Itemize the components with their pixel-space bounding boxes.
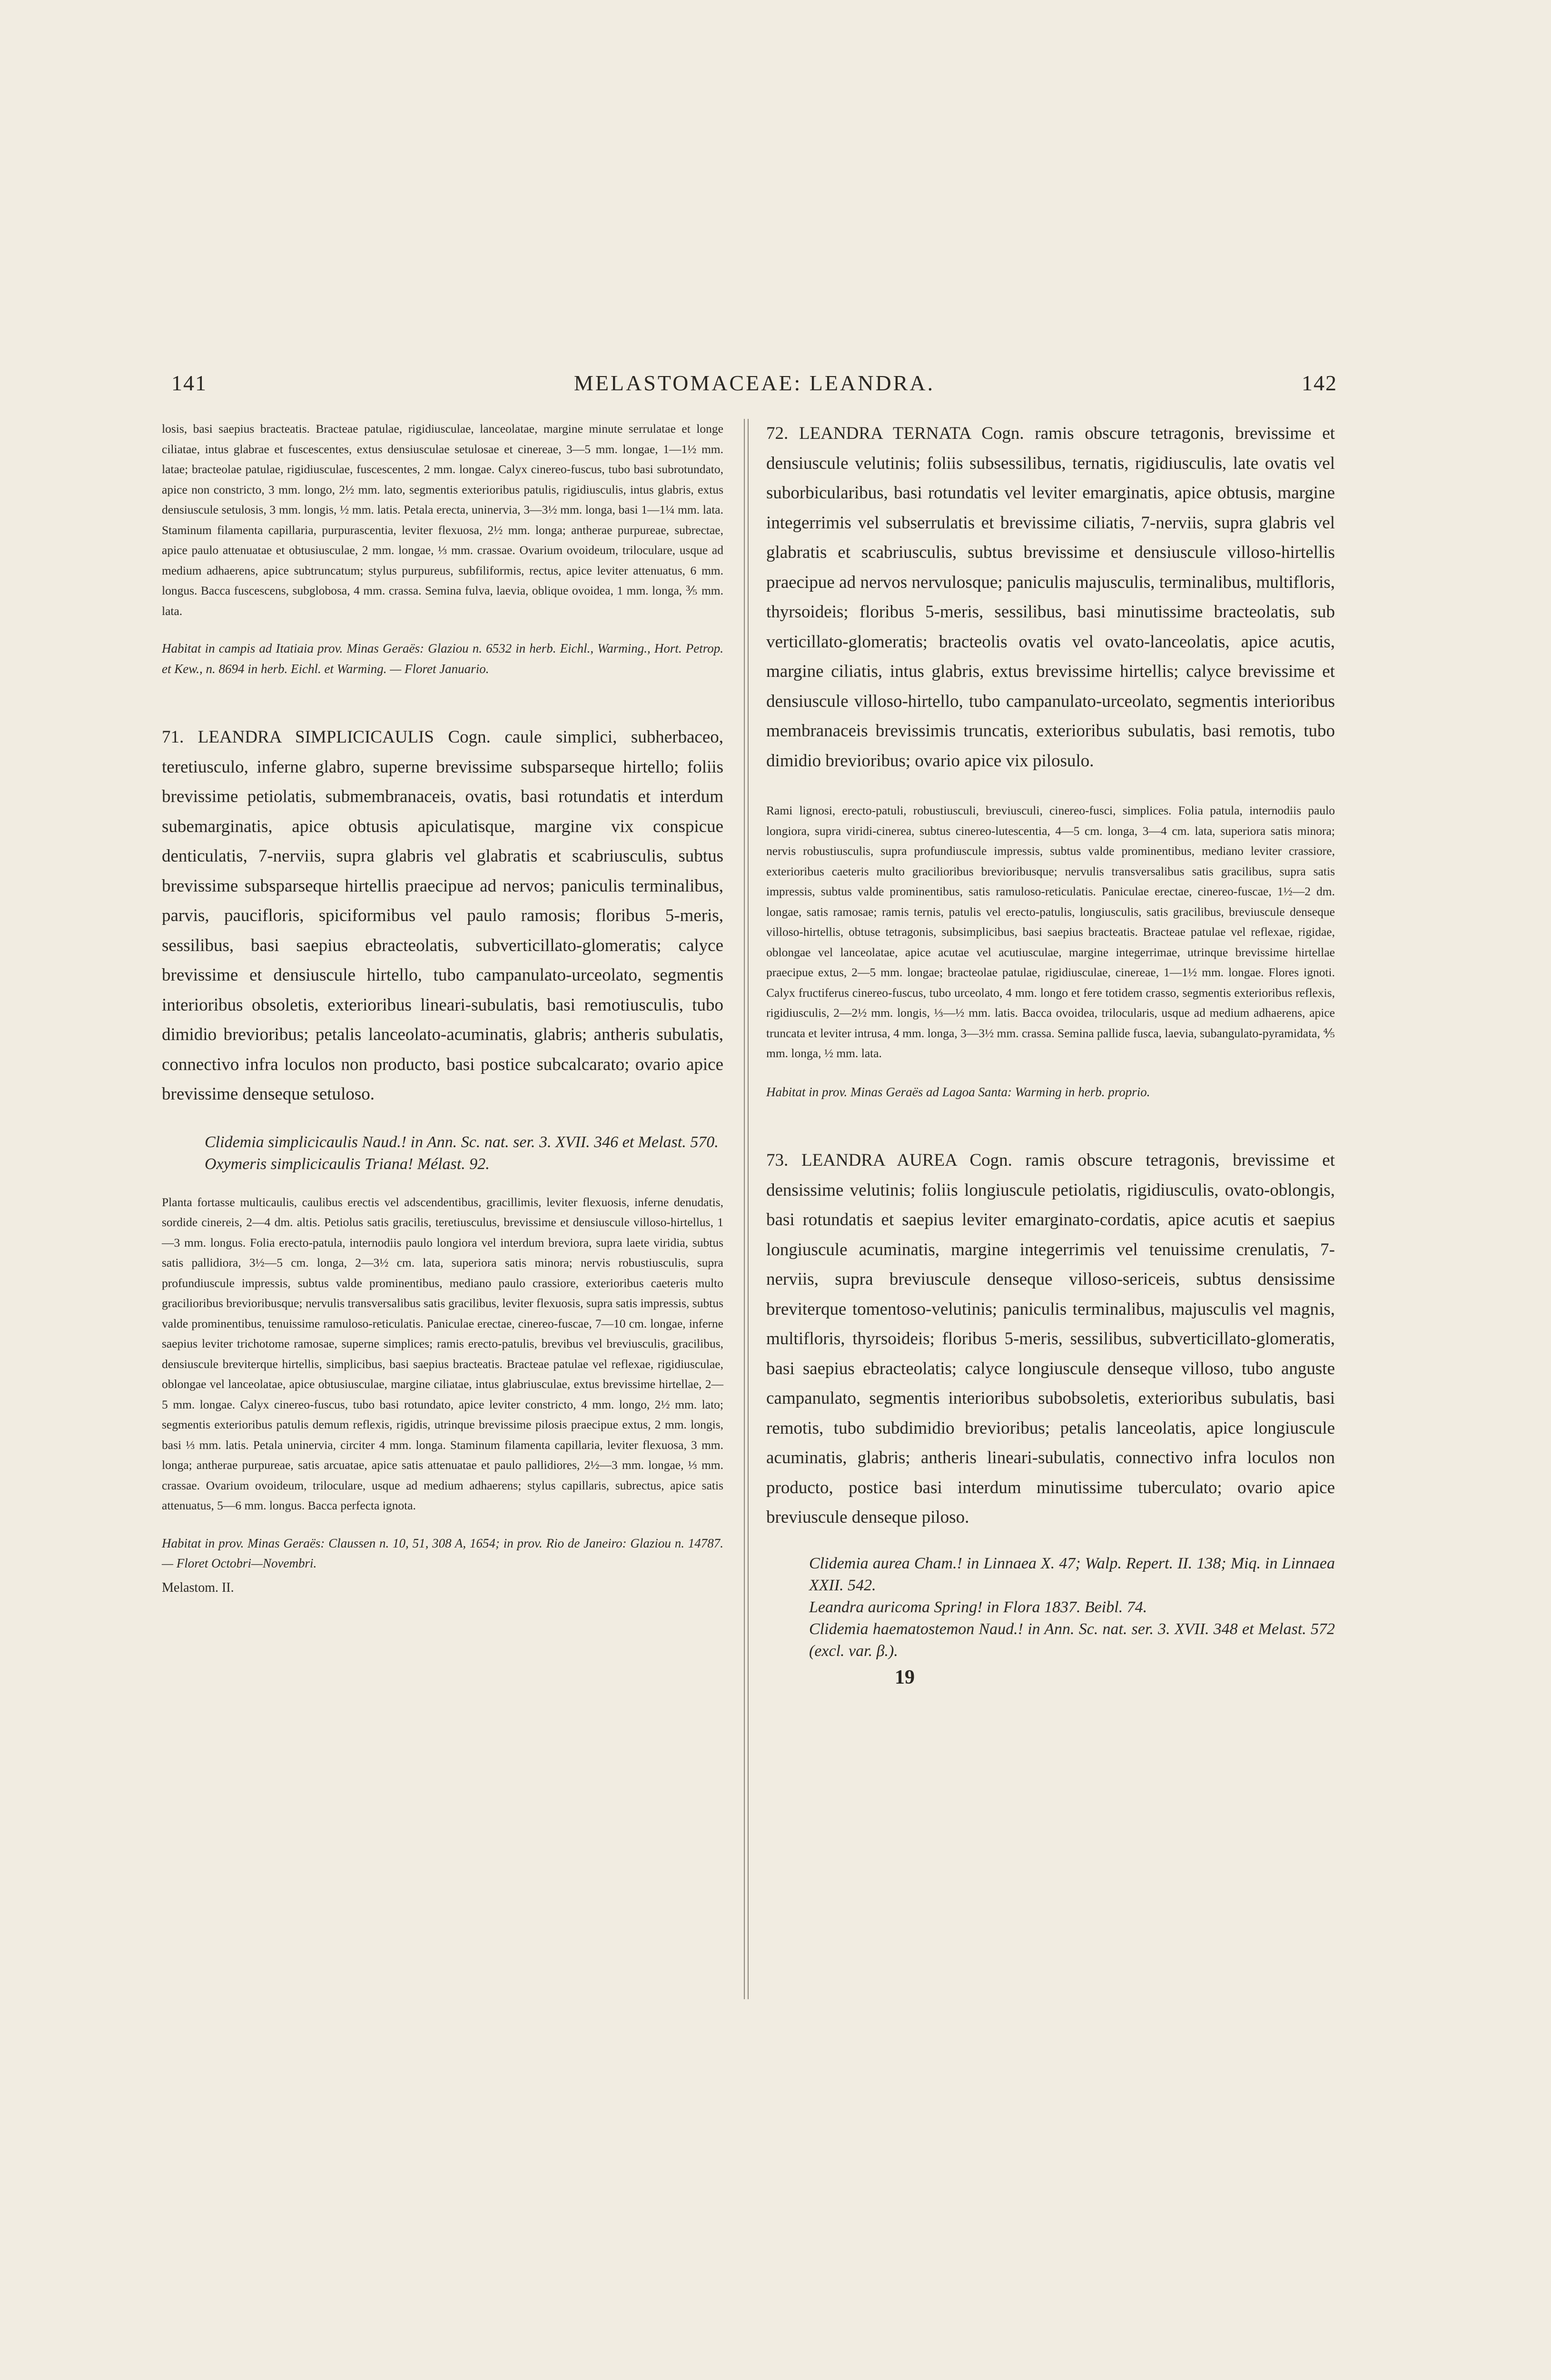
left-column <box>162 419 723 1596</box>
page-number-right: 142 <box>1302 371 1337 395</box>
synonym-line: Clidemia aurea Cham.! in Linnaea X. 47; Walp. Repert. II. 138; Miq. in Linnaea XXII. 542. <box>809 1554 1335 1594</box>
right-column <box>766 419 1335 1689</box>
habitat-note: Habitat in prov. Minas Geraës: Claussen n. 10, 51, 308 A, 1654; in prov. Rio de Janeiro: Glaziou n. 14787. — Floret Octobri—Novembri. <box>162 1536 723 1570</box>
synonym-line: Oxymeris simplicicaulis Triana! Mélast. 92. <box>205 1155 490 1173</box>
synonym-line: Clidemia haematostemon Naud.! in Ann. Sc. nat. ser. 3. XVII. 348 et Melast. 572 (excl. var. β.). <box>809 1620 1335 1660</box>
page-number-left: 141 <box>171 371 207 395</box>
description-paragraph: losis, basi saepius bracteatis. Bracteae patulae, rigidiusculae, lanceolatae, margine minute serrulatae et longe ciliatae, intus glabrae et fuscescentes, extus densiusculae setulosae et cinereae, 3—5 mm. longae, 1—1½ mm. latae; bracteolae patulae, rigidiusculae, fuscescentes, 2 mm. longae. Calyx cinereo-fuscus, tubo basi subrotundato, apice non constricto, 3 mm. longo, 2½ mm. lato, segmentis exterioribus patulis, rigidiusculis, intus glabris, extus densiuscule setulosis, 3 mm. longis, ½ mm. latis. Petala erecta, uninervia, 3—3½ mm. longa, basi 1—1¼ mm. lata. Staminum filamenta capillaria, purpurascentia, leviter flexuosa, 2½ mm. longa; antherae purpureae, subrectae, apice paulo attenuatae et obtusiusculae, 2 mm. longae, ⅓ mm. crassae. Ovarium ovoideum, triloculare, usque ad medium adhaerens, apice subtruncatum; stylus purpureus, subfiliformis, rectus, apice leviter attenuatus, 6 mm. longus. Bacca fuscescens, subglobosa, 4 mm. crassa. Semina fulva, laevia, oblique ovoidea, 1 mm. longa, ⅗ mm. lata. <box>162 422 723 618</box>
habitat-note: Habitat in prov. Minas Geraës ad Lagoa Santa: Warming in herb. proprio. <box>766 1084 1150 1099</box>
species-72-diagnosis: 72. LEANDRA TERNATA Cogn. ramis obscure tetragonis, brevissime et densiuscule velutinis; foliis subsessilibus, ternatis, rigidiusculis, late ovatis vel suborbicularibus, basi rotundatis vel leviter emarginatis, apice obtusis, margine integerrimis vel subserrulatis et brevissime ciliatis, 7-nerviis, supra glabris vel glabratis et scabriusculis, subtus brevissime et densiuscule villoso-hirtellis praecipue ad nervos nervulosque; paniculis majusculis, terminalibus, multifloris, thyrsoideis; floribus 5-meris, sessilibus, basi minutissime bracteolatis, sub verticillato-glomeratis; bracteolis ovatis vel ovato-lanceolatis, apice acutis, margine ciliatis, intus glabris, extus brevissime hirtellis; calyce brevissime et densiuscule villoso-hirtello, tubo campanulato-urceolato, segmentis interioribus membranaceis brevissimis truncatis, exterioribus subulatis, basi remotis, tubo dimidio brevioribus; ovario apice vix pilosulo. <box>766 424 1335 771</box>
synonym-line: Leandra auricoma Spring! in Flora 1837. Beibl. 74. <box>809 1598 1147 1616</box>
folio-signature-number: 19 <box>895 1666 915 1688</box>
running-header <box>171 370 1337 404</box>
habitat-note: Habitat in campis ad Itatiaia prov. Minas Geraës: Glaziou n. 6532 in herb. Eichl., Warming., Hort. Petrop. et Kew., n. 8694 in herb. Eichl. et Warming. — Floret Januario. <box>162 641 723 676</box>
species-73-diagnosis: 73. LEANDRA AUREA Cogn. ramis obscure tetragonis, brevissime et densissime velutinis; foliis longiuscule petiolatis, rigidiusculis, ovato-oblongis, basi rotundatis et saepius leviter emarginato-cordatis, apice acutis et saepius longiuscule acuminatis, margine integerrimis vel tenuissime crenulatis, 7-nerviis, supra breviuscule denseque villoso-sericeis, subtus densissime breviterque tomentoso-velutinis; paniculis terminalibus, majusculis vel magnis, multifloris, thyrsoideis; floribus 5-meris, sessilibus, subverticillato-glomeratis, basi saepius ebracteolatis; calyce longiuscule denseque villoso, tubo anguste campanulato, segmentis interioribus subobsoletis, exterioribus subulatis, basi remotis, tubo subdimidio brevioribus; petalis lanceolatis, apice longiuscule acuminatis, glabris; antheris lineari-subulatis, connectivo infra loculos non producto, postice basi interdum minutissime tuberculato; ovario apice breviuscule denseque piloso. <box>766 1150 1335 1527</box>
synonym-line: Clidemia simplicicaulis Naud.! in Ann. Sc. nat. ser. 3. XVII. 346 et Melast. 570. <box>205 1133 719 1151</box>
species-71-diagnosis: 71. LEANDRA SIMPLICICAULIS Cogn. caule simplici, subherbaceo, teretiusculo, inferne glabro, superne brevissime subsparseque hirtello; foliis brevissime petiolatis, submembranaceis, ovatis, basi rotundatis et interdum subemarginatis, apice obtusis apiculatisque, margine vix conspicue denticulatis, 7-nerviis, supra glabris vel glabratis et scabriusculis, subtus brevissime subsparseque hirtellis praecipue ad nervos; paniculis terminalibus, parvis, paucifloris, spiciformibus vel paulo ramosis; floribus 5-meris, sessilibus, basi saepius ebracteolatis, subverticillato-glomeratis; calyce brevissime et densiuscule hirtello, tubo campanulato-urceolato, segmentis interioribus obsoletis, exterioribus lineari-subulatis, basi remotiusculis, tubo dimidio brevioribus; petalis lanceolato-acuminatis, glabris; antheris subulatis, connectivo infra loculos non producto, basi postice subcalcarato; ovario apice brevissime denseque setuloso. <box>162 727 723 1104</box>
description-paragraph: Rami lignosi, erecto-patuli, robustiusculi, breviusculi, cinereo-fusci, simplices. Folia patula, internodiis paulo longiora, supra viridi-cinerea, subtus cinereo-lutescentia, 4—5 cm. longa, 3—4 cm. lata, superiora satis minora; nervis robustiusculis, supra profundiuscule impressis, subtus valde prominentibus, mediano leviter crassiore, exterioribus caeteris multo gracilioribus brevioribusque; nervulis transversalibus satis gracilibus, supra satis impressis, subtus valde prominentibus, satis ramuloso-reticulatis. Paniculae erectae, cinereo-fuscae, 1½—2 dm. longae, satis ramosae; ramis ternis, patulis vel erecto-patulis, longiusculis, satis gracilibus, breviuscule denseque villoso-hirtellis, obtuse tetragonis, subsimplicibus, basi saepius bracteatis. Bracteae patulae vel reflexae, rigidae, oblongae vel lanceolatae, apice acutae vel acutiusculae, margine integerrimae, utrinque brevissime hirtellae praecipue extus, 2—5 mm. longae; bracteolae patulae, rigidiusculae, cinereae, 1—1½ mm. longae. Flores ignoti. Calyx fructiferus cinereo-fuscus, tubo urceolato, 4 mm. longo et fere totidem crasso, segmentis exterioribus reflexis, rigidiusculis, 2—2½ mm. longis, ⅓—½ mm. latis. Bacca ovoidea, trilocularis, usque ad medium adhaerens, apice truncata et leviter intrusa, 4 mm. longa, 3—3½ mm. crassa. Semina pallide fusca, laevia, subangulato-pyramidata, ⅘ mm. longa, ½ mm. lata. <box>766 803 1335 1060</box>
column-divider-rule <box>748 419 749 1999</box>
running-title: MELASTOMACEAE: LEANDRA. <box>573 371 935 395</box>
column-divider-rule <box>744 419 745 1999</box>
description-paragraph: Planta fortasse multicaulis, caulibus erectis vel adscendentibus, gracillimis, leviter flexuosis, inferne denudatis, sordide cinereis, 2—4 dm. altis. Petiolus satis gracilis, teretiusculus, brevissime et densiuscule villoso-hirtellus, 1—3 mm. longus. Folia erecto-patula, internodiis paulo longiora vel interdum breviora, supra laete viridia, subtus satis pallidiora, 3½—5 cm. longa, 2—3½ cm. lata, superiora satis minora; nervis robustiusculis, supra profundiuscule impressis, subtus valde prominentibus, mediano paulo crassiore, exterioribus caeteris multo gracilioribus brevioribusque; nervulis transversalibus satis gracilibus, leviter flexuosis, supra satis impressis, subtus valde prominentibus, tenuissime ramuloso-reticulatis. Paniculae erectae, cinereo-fuscae, 7—10 cm. longae, inferne saepius leviter trichotome ramosae, superne simplices; ramis erecto-patulis, brevibus vel breviusculis, gracilibus, densiuscule breviterque hirtellis, simplicibus, basi saepius bracteatis. Bracteae patulae vel reflexae, rigidiusculae, oblongae vel lanceolatae, apice obtusiusculae, margine ciliatae, intus glabriusculae, extus brevissime hirtellae, 2—5 mm. longae. Calyx cinereo-fuscus, tubo basi rotundato, apice leviter constricto, 4 mm. longo, 2½ mm. lato; segmentis exterioribus patulis demum reflexis, rigidis, utrinque brevissime pilosis praecipue extus, 2 mm. longis, basi ⅓ mm. latis. Petala uninervia, circiter 4 mm. longa. Staminum filamenta capillaria, leviter flexuosa, 3 mm. longa; antherae purpureae, satis arcuatae, apice satis attenuatae et paulo pallidiores, 2½—3 mm. longae, ⅓ mm. crassae. Ovarium ovoideum, triloculare, usque ad medium adhaerens; stylus capillaris, subrectus, apice satis attenuatus, 5—6 mm. longus. Bacca perfecta ignota. <box>162 1195 723 1512</box>
signature-mark: Melastom. II. <box>162 1580 234 1595</box>
